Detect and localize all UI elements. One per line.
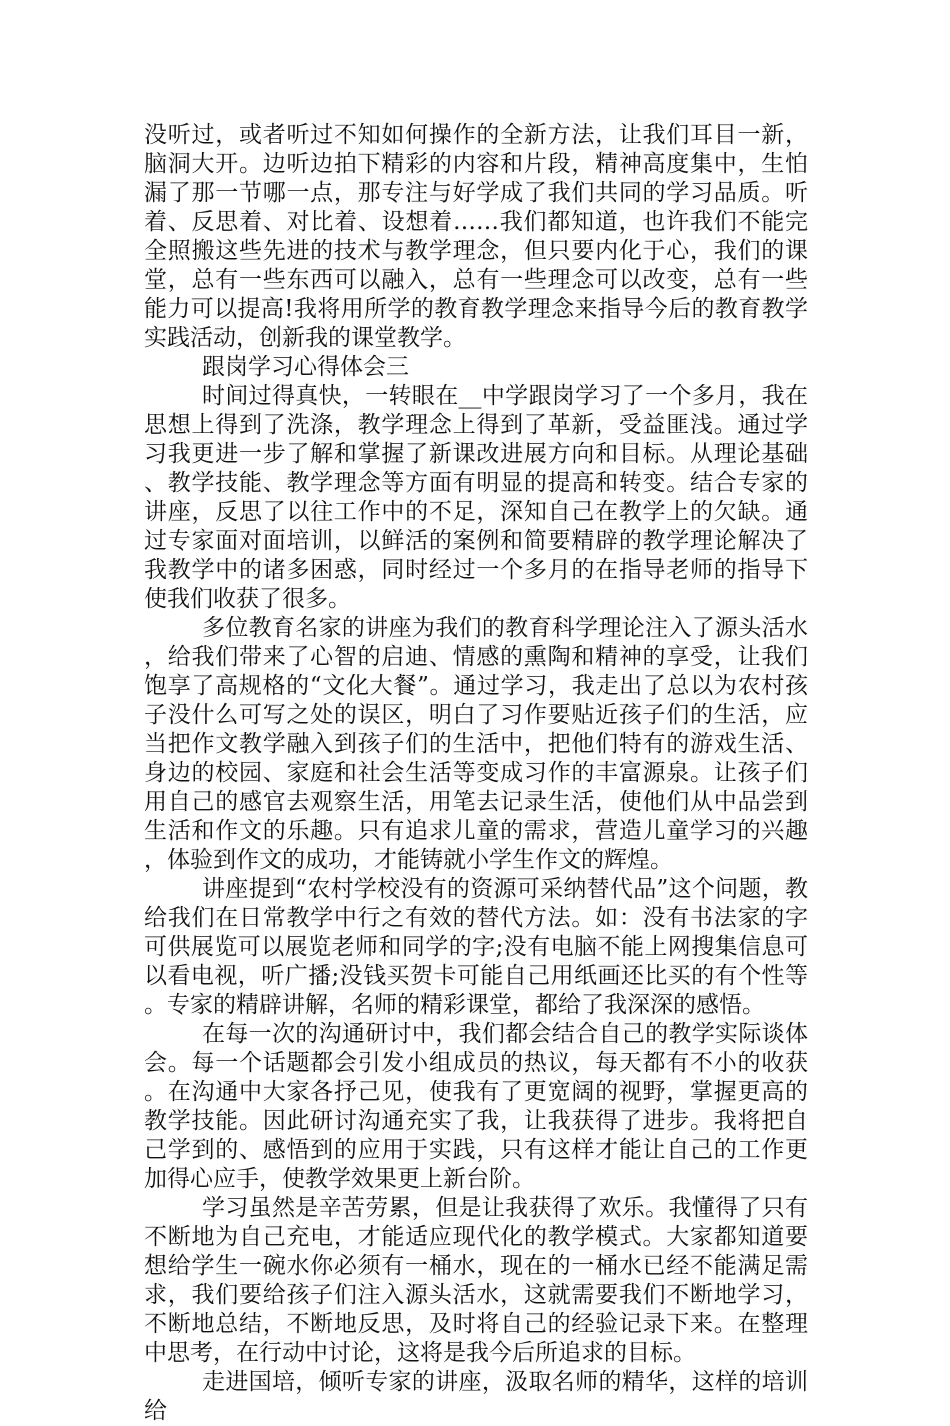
body-paragraph-1: 时间过得真快，一转眼在__中学跟岗学习了一个多月，我在思想上得到了洗涤，教学理念上得到了革新，受益匪浅。通过学习我更进一步了解和掌握了新课改进展方向和目标。从理论基础、教学技能、教学理念等方面有明显的提高和转变。结合专家的讲座，反思了以往工作中的不足，深知自己在教学上的欠缺。通过专家面对面培训，以鲜活的案例和简要精辟的教学理论解决了我教学中的诸多困惑，同时经过一个多月的在指导老师的指导下使我们收获了很多。 xyxy=(144,383,808,612)
section-heading: 跟岗学习心得体会三 xyxy=(202,354,409,380)
body-paragraph-2: 多位教育名家的讲座为我们的教育科学理论注入了源头活水，给我们带来了心智的启迪、情感的熏陶和精神的享受，让我们饱享了高规格的“文化大餐”。通过学习，我走出了总以为农村孩子没什么可写之处的误区，明白了习作要贴近孩子们的生活，应当把作文教学融入到孩子们的生活中，把他们特有的游戏生活、身边的校园、家庭和社会生活等变成习作的丰富源泉。让孩子们用自己的感官去观察生活，用笔去记录生活，使他们从中品尝到生活和作文的乐趣。只有追求儿童的需求，营造儿童学习的兴趣，体验到作文的成功，才能铸就小学生作文的辉煌。 xyxy=(144,615,808,873)
body-paragraph-6: 走进国培，倾听专家的讲座，汲取名师的精华，这样的培训给 xyxy=(144,1369,808,1424)
continued-paragraph: 没听过，或者听过不知如何操作的全新方法，让我们耳目一新，脑洞大开。边听边拍下精彩的内容和片段，精神高度集中，生怕漏了那一节哪一点，那专注与好学成了我们共同的学习品质。听着、反思着、对比着、设想着……我们都知道，也许我们不能完全照搬这些先进的技术与教学理念，但只要内化于心，我们的课堂，总有一些东西可以融入，总有一些理念可以改变，总有一些能力可以提高!我将用所学的教育教学理念来指导今后的教育教学实践活动，创新我的课堂教学。 xyxy=(144,122,808,351)
body-paragraph-4: 在每一次的沟通研讨中，我们都会结合自己的教学实际谈体会。每一个话题都会引发小组成员的热议，每天都有不小的收获。在沟通中大家各抒己见，使我有了更宽阔的视野，掌握更高的教学技能。因此研讨沟通充实了我，让我获得了进步。我将把自己学到的、感悟到的应用于实践，只有这样才能让自己的工作更加得心应手，使教学效果更上新台阶。 xyxy=(144,1021,808,1192)
document-page xyxy=(144,121,808,1426)
body-paragraph-5: 学习虽然是辛苦劳累，但是让我获得了欢乐。我懂得了只有不断地为自己充电，才能适应现代化的教学模式。大家都知道要想给学生一碗水你必须有一桶水，现在的一桶水已经不能满足需求，我们要给孩子们注入源头活水，这就需要我们不断地学习，不断地总结，不断地反思，及时将自己的经验记录下来。在整理中思考，在行动中讨论，这将是我今后所追求的目标。 xyxy=(144,1195,808,1366)
body-paragraph-3: 讲座提到“农村学校没有的资源可采纳替代品”这个问题，教给我们在日常教学中行之有效的替代方法。如：没有书法家的字可供展览可以展览老师和同学的字;没有电脑不能上网搜集信息可以看电视，听广播;没钱买贺卡可能自己用纸画还比买的有个性等。专家的精辟讲解，名师的精彩课堂，都给了我深深的感悟。 xyxy=(144,876,808,1018)
